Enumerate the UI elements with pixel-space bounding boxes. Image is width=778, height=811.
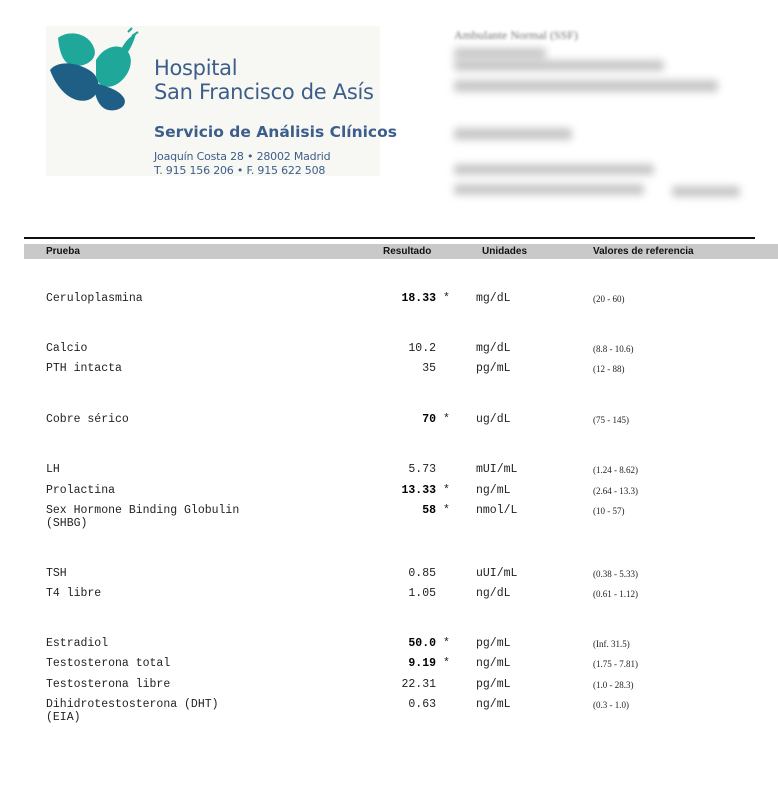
test-name: Testosterona libre — [46, 678, 171, 691]
reference-range: (1.0 - 28.3) — [593, 680, 634, 690]
hospital-name-line2: San Francisco de Asís — [154, 80, 374, 104]
result-unit: pg/mL — [476, 362, 511, 375]
service-name: Servicio de Análisis Clínicos — [154, 123, 397, 141]
result-value: 22.31 — [401, 678, 436, 691]
result-unit: mg/dL — [476, 292, 511, 305]
reference-range: (20 - 60) — [593, 294, 625, 304]
table-row — [0, 698, 778, 724]
table-row — [0, 413, 778, 431]
table-row — [0, 362, 778, 380]
reference-range: (0.38 - 5.33) — [593, 569, 638, 579]
result-value: 35 — [422, 362, 436, 375]
reference-range: (0.61 - 1.12) — [593, 589, 638, 599]
table-row — [0, 504, 778, 530]
result-unit: ug/dL — [476, 413, 511, 426]
result-unit: mUI/mL — [476, 463, 518, 476]
test-name: LH — [46, 463, 60, 476]
reference-range: (10 - 57) — [593, 506, 625, 516]
phone-fax-line: T. 915 156 206 • F. 915 622 508 — [154, 164, 326, 177]
test-name: Cobre sérico — [46, 413, 129, 426]
table-row — [0, 637, 778, 655]
abnormal-flag: * — [443, 292, 450, 305]
table-row — [0, 484, 778, 502]
abnormal-flag: * — [443, 504, 450, 517]
result-unit: nmol/L — [476, 504, 518, 517]
result-value: 1.05 — [408, 587, 436, 600]
result-unit: ng/mL — [476, 698, 511, 711]
abnormal-flag: * — [443, 657, 450, 670]
reference-range: (1.75 - 7.81) — [593, 659, 638, 669]
column-header-test: Prueba — [46, 246, 80, 257]
result-value: 0.85 — [408, 567, 436, 580]
test-name: Estradiol — [46, 637, 109, 650]
dove-logo-icon — [48, 26, 148, 118]
hospital-logo — [46, 26, 397, 177]
patient-type-label: Ambulante Normal (SSF) — [454, 28, 578, 42]
result-unit: pg/mL — [476, 678, 511, 691]
test-name: T4 libre — [46, 587, 102, 600]
header-divider — [24, 237, 755, 239]
test-name: Dihidrotestosterona (DHT) (EIA) — [46, 698, 219, 724]
column-header-result: Resultado — [383, 246, 432, 257]
table-row — [0, 463, 778, 481]
reference-range: (8.8 - 10.6) — [593, 344, 634, 354]
test-name: Testosterona total — [46, 657, 171, 670]
results-table-header — [24, 244, 778, 259]
test-name: PTH intacta — [46, 362, 122, 375]
test-name: Ceruloplasmina — [46, 292, 143, 305]
result-value: 13.33 — [401, 484, 436, 497]
abnormal-flag: * — [443, 413, 450, 426]
table-row — [0, 567, 778, 585]
result-unit: mg/dL — [476, 342, 511, 355]
test-name: Sex Hormone Binding Globulin (SHBG) — [46, 504, 240, 530]
test-name: TSH — [46, 567, 67, 580]
result-unit: uUI/mL — [476, 567, 518, 580]
patient-info-redacted — [450, 24, 750, 214]
result-value: 9.19 — [408, 657, 436, 670]
result-value: 70 — [422, 413, 436, 426]
result-unit: pg/mL — [476, 637, 511, 650]
table-row — [0, 587, 778, 605]
result-unit: ng/mL — [476, 484, 511, 497]
abnormal-flag: * — [443, 637, 450, 650]
reference-range: (12 - 88) — [593, 364, 625, 374]
table-row — [0, 292, 778, 310]
reference-range: (Inf. 31.5) — [593, 639, 630, 649]
result-value: 50.0 — [408, 637, 436, 650]
test-name: Calcio — [46, 342, 88, 355]
reference-range: (1.24 - 8.62) — [593, 465, 638, 475]
column-header-units: Unidades — [482, 246, 528, 257]
result-unit: ng/dL — [476, 587, 511, 600]
address-line: Joaquín Costa 28 • 28002 Madrid — [154, 150, 331, 163]
table-row — [0, 342, 778, 360]
result-value: 10.2 — [408, 342, 436, 355]
test-name: Prolactina — [46, 484, 116, 497]
result-value: 5.73 — [408, 463, 436, 476]
reference-range: (0.3 - 1.0) — [593, 700, 629, 710]
table-row — [0, 678, 778, 696]
result-unit: ng/mL — [476, 657, 511, 670]
table-row — [0, 657, 778, 675]
reference-range: (2.64 - 13.3) — [593, 486, 638, 496]
abnormal-flag: * — [443, 484, 450, 497]
result-value: 58 — [422, 504, 436, 517]
result-value: 18.33 — [401, 292, 436, 305]
column-header-reference: Valores de referencia — [593, 246, 694, 257]
reference-range: (75 - 145) — [593, 415, 629, 425]
hospital-name-line1: Hospital — [154, 56, 238, 80]
result-value: 0.63 — [408, 698, 436, 711]
